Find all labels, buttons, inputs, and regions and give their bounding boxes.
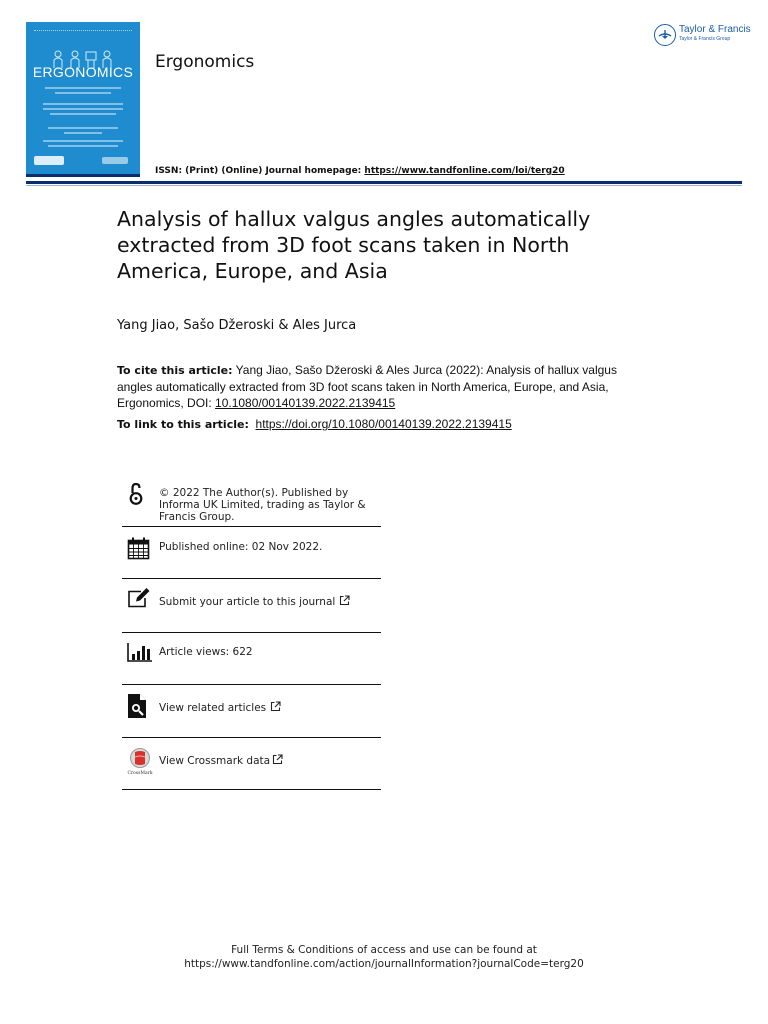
related-label: View related articles [159,702,267,714]
external-link-icon [270,701,281,712]
citation-doi-link[interactable]: 10.1080/00140139.2022.2139415 [215,396,396,410]
article-info-list [122,474,381,790]
header-rule [26,181,742,184]
cover-title: ERGONOMICS [32,64,134,80]
citation-label: To cite this article: [117,364,233,377]
article-link [117,417,677,431]
submit-item[interactable] [122,579,381,633]
journal-cover [26,22,140,177]
terms-line: Full Terms & Conditions of access and use can be found at [231,944,537,956]
license-text: © 2022 The Author(s). Published by Informa UK Limited, trading as Taylor & Francis Group. [159,487,366,523]
citation [117,362,637,411]
related-item[interactable] [122,685,381,738]
cover-footer-logos [34,154,132,168]
tf-emblem-icon [654,24,676,46]
issn-prefix: ISSN: (Print) (Online) Journal homepage: [155,166,365,176]
related-link[interactable] [159,701,281,714]
submit-link[interactable] [159,595,350,608]
article-title: Analysis of hallux valgus angles automatically extracted from 3D foot scans taken in North America, Europe, and Asia [117,207,591,283]
crossmark-item[interactable] [122,738,381,790]
edit-icon [127,587,151,609]
document-search-icon [127,693,147,719]
crossmark-label: View Crossmark data [159,755,271,767]
article-doi-url[interactable]: https://doi.org/10.1080/00140139.2022.2139415 [255,417,512,431]
iea-logo [34,156,64,165]
journal-name: Ergonomics [155,52,255,72]
views-count: Article views: 622 [159,646,253,658]
publisher-logo-small [102,157,128,164]
issn-line [155,166,565,176]
journal-homepage-link[interactable]: https://www.tandfonline.com/loi/terg20 [364,166,565,176]
submit-label: Submit your article to this journal [159,596,336,608]
article-link-label: To link to this article: [117,418,249,431]
publisher-name: Taylor & Francis [679,24,751,35]
published-item [122,527,381,579]
license-item [122,474,381,527]
calendar-icon [127,537,150,560]
external-link-icon [339,595,350,606]
cover-text-lines [36,84,130,150]
terms-url[interactable]: https://www.tandfonline.com/action/journalInformation?journalCode=terg20 [184,958,584,970]
crossmark-logo-text: CrossMark [127,771,153,775]
published-date: Published online: 02 Nov 2022. [159,541,323,553]
external-link-icon [272,754,283,765]
terms-footer [0,943,768,971]
citation-text: Yang Jiao, Sašo Džeroski & Ales Jurca (2022): Analysis of hallux valgus angles automatically extracted from 3D foot scans taken in North America, Europe, and Asia, Ergonomics, DOI: [117,363,617,410]
open-access-icon [129,482,143,506]
cover-header-line [34,30,132,32]
bar-chart-icon [127,642,153,662]
views-item [122,633,381,685]
header-rule-thin [26,185,742,186]
article-authors: Yang Jiao, Sašo Džeroski & Ales Jurca [117,318,357,333]
publisher-group: Taylor & Francis Group [679,36,731,42]
crossmark-link[interactable] [159,754,283,767]
publisher-logo [654,22,754,48]
crossmark-icon [126,747,154,775]
